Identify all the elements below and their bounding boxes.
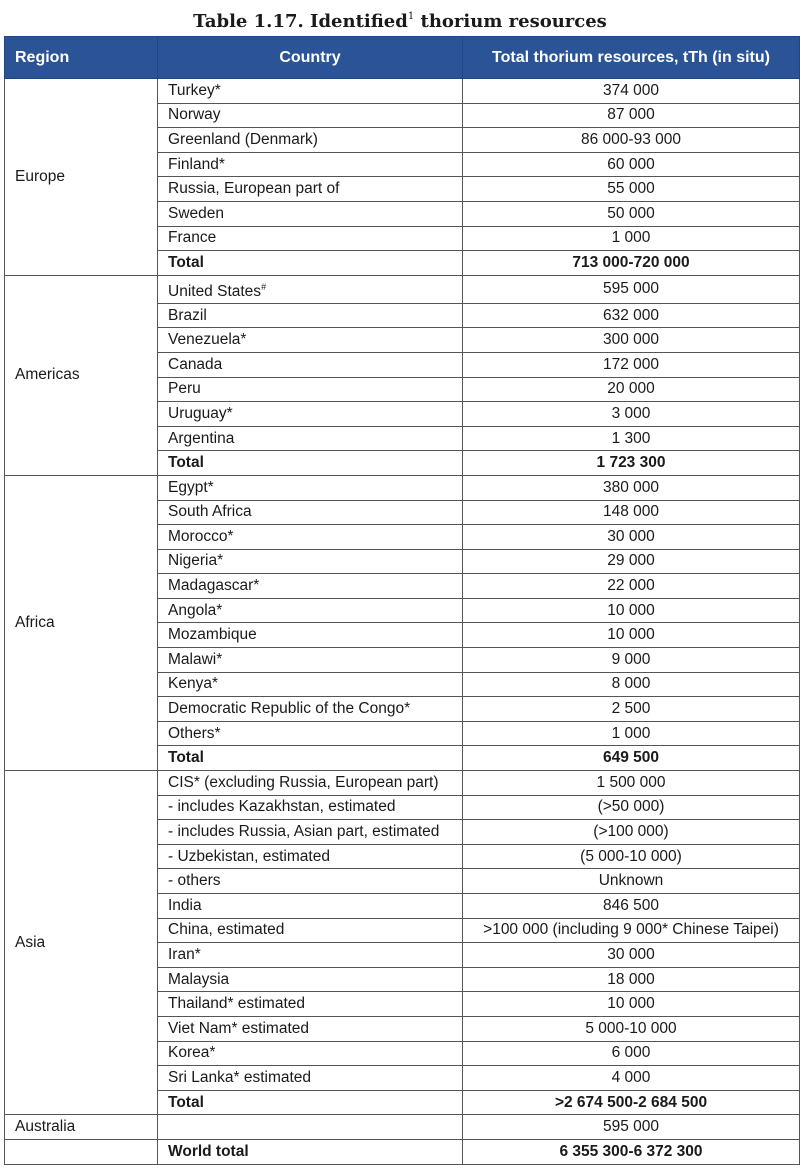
header-total: Total thorium resources, tTh (in situ) [463,37,800,79]
resource-value-cell: 30 000 [463,943,800,968]
region-cell: Africa [5,475,158,770]
country-cell: - others [158,869,463,894]
resource-value-cell: 18 000 [463,967,800,992]
table-row [5,475,800,500]
resource-value-cell: 8 000 [463,672,800,697]
country-cell: Angola* [158,598,463,623]
country-cell: Malaysia [158,967,463,992]
resource-value-cell: 10 000 [463,598,800,623]
table-row [5,1115,800,1140]
resource-value-cell: Unknown [463,869,800,894]
country-cell: Norway [158,103,463,128]
table-row [5,771,800,796]
resource-value-cell: 380 000 [463,475,800,500]
country-cell: Total [158,746,463,771]
country-cell: Korea* [158,1041,463,1066]
resource-value-cell: 10 000 [463,623,800,648]
table-header [5,37,800,79]
country-cell: - includes Kazakhstan, estimated [158,795,463,820]
country-cell: - includes Russia, Asian part, estimated [158,820,463,845]
country-cell: Malawi* [158,648,463,673]
resource-value-cell: (>100 000) [463,820,800,845]
resource-value-cell: 87 000 [463,103,800,128]
country-cell: Greenland (Denmark) [158,128,463,153]
header-region: Region [5,37,158,79]
country-cell: Thailand* estimated [158,992,463,1017]
header-row [5,37,800,79]
table-row [5,275,800,303]
country-cell: Madagascar* [158,574,463,599]
resource-value-cell: 10 000 [463,992,800,1017]
resource-value-cell: 3 000 [463,402,800,427]
country-cell: China, estimated [158,918,463,943]
resource-value-cell: 713 000-720 000 [463,251,800,276]
resource-value-cell: 846 500 [463,894,800,919]
resource-value-cell: 1 000 [463,721,800,746]
resource-value-cell: 20 000 [463,377,800,402]
country-cell: Finland* [158,152,463,177]
country-name: United States [168,282,262,300]
country-cell: World total [158,1139,463,1164]
footnote-marker: 1 [407,11,415,22]
country-cell: Others* [158,721,463,746]
country-cell: Egypt* [158,475,463,500]
country-cell: Mozambique [158,623,463,648]
country-cell [158,1115,463,1140]
resource-value-cell: 595 000 [463,1115,800,1140]
country-cell: Sri Lanka* estimated [158,1066,463,1091]
country-cell: Argentina [158,426,463,451]
region-cell: Australia [5,1115,158,1140]
resource-value-cell: 30 000 [463,525,800,550]
country-cell: Peru [158,377,463,402]
country-cell: Brazil [158,303,463,328]
country-cell: Canada [158,352,463,377]
header-country: Country [158,37,463,79]
resource-value-cell: 374 000 [463,79,800,104]
resource-value-cell: 50 000 [463,201,800,226]
resource-value-cell: 1 500 000 [463,771,800,796]
table-body [5,79,800,1165]
table-title-text: Table 1.17. Identified [193,11,408,32]
table-row [5,79,800,104]
resource-value-cell: 595 000 [463,275,800,303]
resource-value-cell: 300 000 [463,328,800,353]
resource-value-cell: 1 300 [463,426,800,451]
country-cell: - Uzbekistan, estimated [158,844,463,869]
resource-value-cell: 6 355 300-6 372 300 [463,1139,800,1164]
country-cell: Democratic Republic of the Congo* [158,697,463,722]
country-footnote-marker: # [261,281,267,292]
country-cell: CIS* (excluding Russia, European part) [158,771,463,796]
resource-value-cell: 649 500 [463,746,800,771]
resource-value-cell: 5 000-10 000 [463,1016,800,1041]
country-cell: Total [158,1090,463,1115]
resource-value-cell: 60 000 [463,152,800,177]
table-title [0,4,800,35]
resource-value-cell: 9 000 [463,648,800,673]
region-cell [5,1139,158,1164]
country-cell: Russia, European part of [158,177,463,202]
country-cell: Viet Nam* estimated [158,1016,463,1041]
table-row-total [5,1139,800,1164]
country-cell: Total [158,251,463,276]
country-cell: Nigeria* [158,549,463,574]
table-title-suffix: thorium resources [414,11,607,32]
resource-value-cell: 2 500 [463,697,800,722]
resource-value-cell: 1 723 300 [463,451,800,476]
resource-value-cell: (>50 000) [463,795,800,820]
country-cell [158,275,463,303]
resource-value-cell: 6 000 [463,1041,800,1066]
country-cell: Venezuela* [158,328,463,353]
resource-value-cell: (5 000-10 000) [463,844,800,869]
resource-value-cell: 1 000 [463,226,800,251]
resource-value-cell: >2 674 500-2 684 500 [463,1090,800,1115]
country-cell: Iran* [158,943,463,968]
country-cell: Total [158,451,463,476]
country-cell: India [158,894,463,919]
resource-value-cell: 148 000 [463,500,800,525]
region-cell: Americas [5,275,158,475]
country-cell: Sweden [158,201,463,226]
resource-value-cell: >100 000 (including 9 000* Chinese Taipei) [463,918,800,943]
country-cell: France [158,226,463,251]
thorium-resources-table [4,36,800,1165]
country-cell: Morocco* [158,525,463,550]
resource-value-cell: 86 000-93 000 [463,128,800,153]
country-cell: South Africa [158,500,463,525]
region-cell: Asia [5,771,158,1115]
region-cell: Europe [5,79,158,276]
resource-value-cell: 29 000 [463,549,800,574]
country-cell: Uruguay* [158,402,463,427]
country-cell: Turkey* [158,79,463,104]
resource-value-cell: 632 000 [463,303,800,328]
resource-value-cell: 172 000 [463,352,800,377]
country-cell: Kenya* [158,672,463,697]
resource-value-cell: 55 000 [463,177,800,202]
resource-value-cell: 22 000 [463,574,800,599]
resource-value-cell: 4 000 [463,1066,800,1091]
